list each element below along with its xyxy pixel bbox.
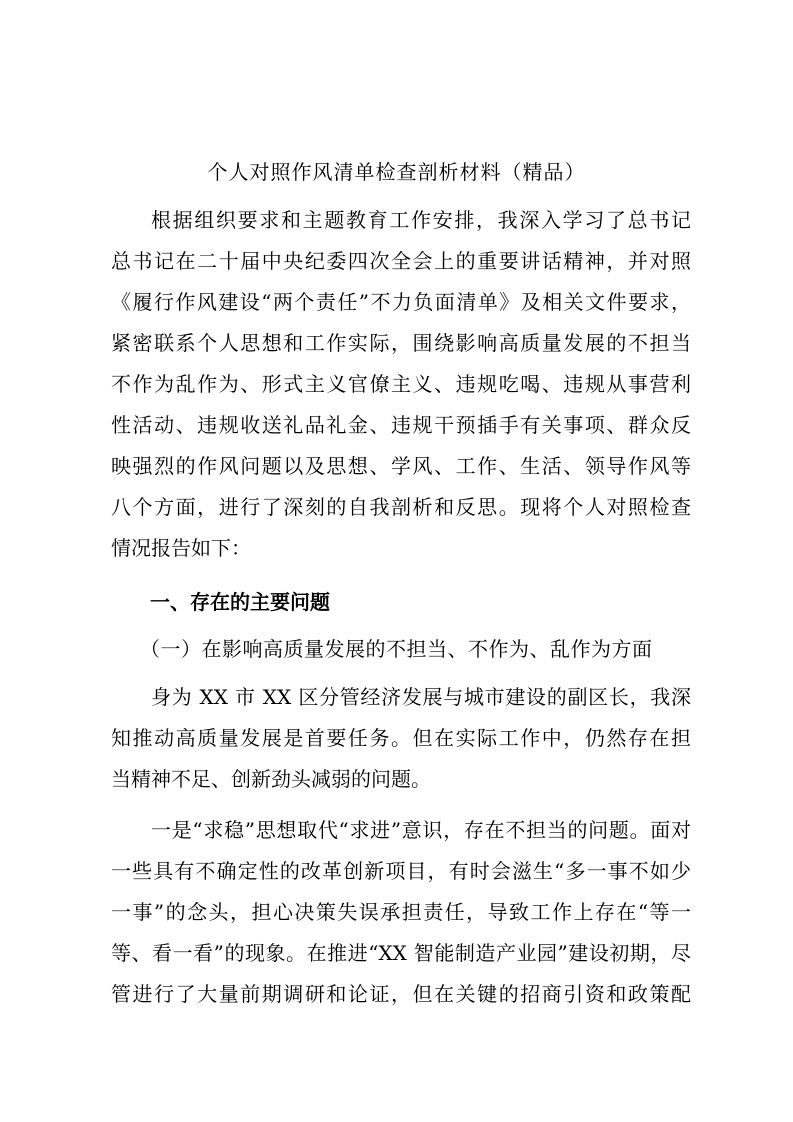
text-line: 管进行了大量前期调研和论证，但在关键的招商引资和政策配 (111, 982, 691, 1006)
text-line: 根据组织要求和主题教育工作安排，我深入学习了总书记 (151, 208, 691, 232)
text-line: 一事”的念头，担心决策失误承担责任，导致工作上存在“等一 (111, 900, 691, 924)
text-line: 一是“求稳”思想取代“求进”意识，存在不担当的问题。面对 (151, 818, 691, 842)
document-title: 个人对照作风清单检查剖析材料（精品） (207, 160, 586, 184)
text-line: 情况报告如下： (111, 536, 251, 560)
paragraph-1 (111, 677, 691, 800)
intro-paragraph (111, 200, 691, 569)
text-line: 映强烈的作风问题以及思想、学风、工作、生活、领导作风等 (111, 454, 691, 478)
text-line: 《履行作风建设“两个责任”不力负面清单》及相关文件要求， (111, 290, 691, 314)
text-line: 八个方面，进行了深刻的自我剖析和反思。现将个人对照检查 (111, 495, 691, 519)
text-line: 不作为乱作为、形式主义官僚主义、违规吃喝、违规从事营利 (111, 372, 691, 396)
text-line: 紧密联系个人思想和工作实际，围绕影响高质量发展的不担当 (111, 331, 691, 355)
subsection-heading: （一）在影响高质量发展的不担当、不作为、乱作为方面 (140, 637, 653, 661)
section-heading: 一、存在的主要问题 (150, 590, 330, 614)
text-line: 等、看一看”的现象。在推进“XX 智能制造产业园”建设初期，尽 (111, 941, 691, 965)
text-line: 总书记在二十届中央纪委四次全会上的重要讲话精神，并对照 (111, 249, 691, 273)
text-line: 当精神不足、创新劲头减弱的问题。 (111, 767, 431, 791)
text-line: 性活动、违规收送礼品礼金、违规干预插手有关事项、群众反 (111, 413, 691, 437)
text-line: 身为 XX 市 XX 区分管经济发展与城市建设的副区长，我深 (151, 685, 691, 709)
paragraph-2 (111, 810, 691, 1015)
text-line: 一些具有不确定性的改革创新项目，有时会滋生“多一事不如少 (111, 859, 691, 883)
text-line: 知推动高质量发展是首要任务。但在实际工作中，仍然存在担 (111, 726, 691, 750)
